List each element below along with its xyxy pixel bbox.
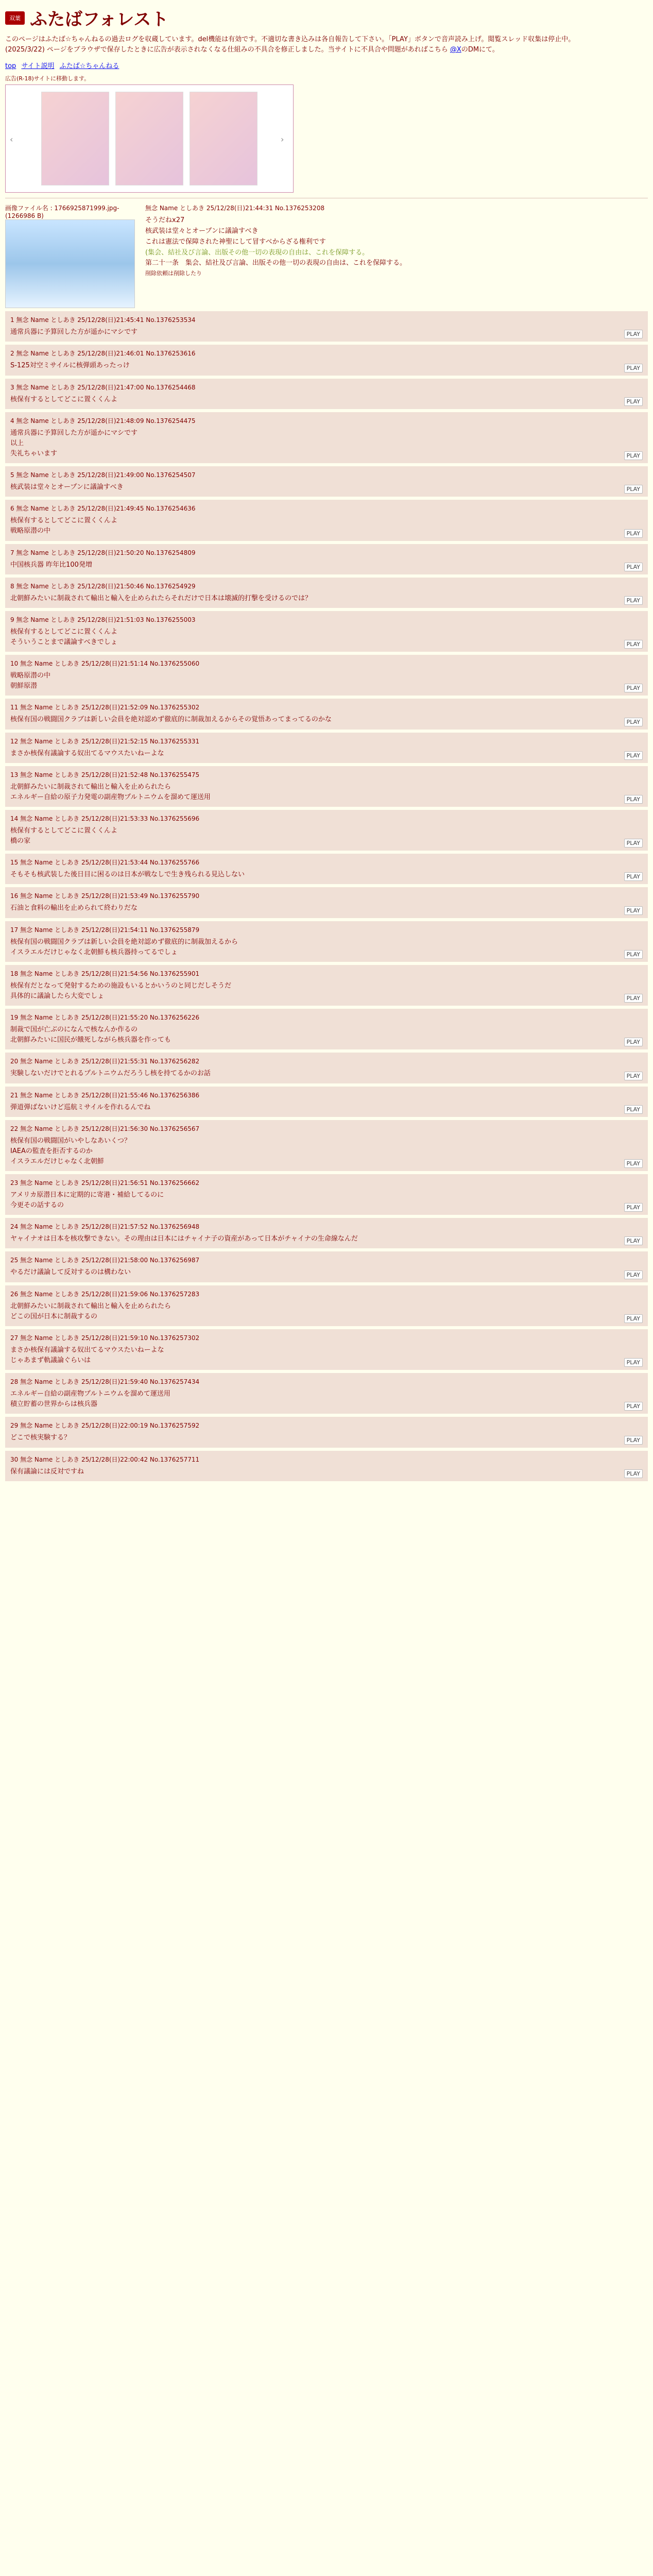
play-button[interactable]: PLAY — [624, 1358, 643, 1367]
response-meta-text: 無念 Name としあき 25/12/28(日)21:58:00 No.1376256987 — [20, 1257, 200, 1264]
response-meta — [10, 737, 643, 745]
play-button[interactable]: PLAY — [624, 1038, 643, 1046]
response-index: 2 — [10, 350, 16, 358]
thread-op-line-3: これは憲法で保障された神聖にして冒すべからざる権利です — [145, 238, 326, 246]
notice — [5, 35, 648, 55]
response-index: 19 — [10, 1014, 21, 1022]
response-post — [5, 655, 648, 696]
banner-thumb-2[interactable] — [115, 92, 183, 185]
thread-op — [145, 204, 648, 308]
site-header — [5, 5, 648, 30]
play-button[interactable]: PLAY — [624, 330, 643, 338]
response-text: 核武装は堂々とオープンに議論すべき — [10, 483, 124, 492]
response-post — [5, 1329, 648, 1370]
response-index: 24 — [10, 1223, 21, 1231]
response-text: 石油と食料の輸出を止められて終わりだな — [10, 904, 138, 912]
dm-link[interactable]: @X — [450, 46, 461, 54]
response-meta-text: 無念 Name としあき 25/12/28(日)22:00:42 No.1376257711 — [20, 1455, 200, 1463]
response-meta — [10, 1124, 643, 1133]
response-meta — [10, 383, 643, 392]
response-meta — [10, 1455, 643, 1464]
response-meta-text: 無念 Name としあき 25/12/28(日)21:45:41 No.1376253534 — [16, 316, 196, 324]
response-meta — [10, 416, 643, 425]
play-button[interactable]: PLAY — [624, 563, 643, 571]
response-text: 核保有国の戦闘国クラブは新しい会員を絶対認めず徹底的に制裁加えるから イスラエルだけじゃなく北朝鮮も核兵器持ってるでしょ — [10, 938, 238, 956]
thread — [5, 204, 648, 308]
response-meta — [10, 349, 643, 358]
play-button[interactable]: PLAY — [624, 906, 643, 915]
response-text: 核保有するとしてどこに置くくんよ 橋の家 — [10, 826, 118, 845]
response-meta-text: 無念 Name としあき 25/12/28(日)21:57:52 No.1376256948 — [20, 1223, 200, 1231]
response-meta-text: 無念 Name としあき 25/12/28(日)21:53:44 No.1376255766 — [20, 859, 200, 867]
thread-op-note: 削除依頼は削除したり — [145, 270, 202, 277]
thread-op-line-2: 核武装は堂々とオープンに議論すべき — [145, 227, 259, 235]
response-meta — [10, 1377, 643, 1386]
response-meta-text: 無念 Name としあき 25/12/28(日)21:55:20 No.1376256226 — [20, 1014, 200, 1022]
play-button[interactable]: PLAY — [624, 872, 643, 881]
response-meta — [10, 858, 643, 867]
response-text: アメリカ原潜日本に定期的に寄港・補給してるのに 今更その話するの — [10, 1191, 164, 1210]
play-button[interactable]: PLAY — [624, 751, 643, 760]
response-index: 7 — [10, 549, 16, 556]
response-meta-text: 無念 Name としあき 25/12/28(日)21:53:33 No.1376255696 — [20, 815, 200, 822]
response-text: エネルギー自給の副産物プルトニウムを溜めて運送用 積立貯蓄の世界からは核兵器 — [10, 1390, 170, 1409]
response-index: 10 — [10, 660, 21, 668]
response-post — [5, 766, 648, 807]
thread-op-line-5: 第二十一条 集会、結社及び言論、出版その他一切の表現の自由は、これを保障する。 — [145, 259, 407, 267]
nav-links — [5, 60, 648, 70]
play-button[interactable]: PLAY — [624, 950, 643, 959]
response-text: 北朝鮮みたいに制裁されて輸出と輸入を止められたらそれだけで日本は壊滅的打撃を受けるのでは？ — [10, 594, 312, 602]
play-button[interactable]: PLAY — [624, 640, 643, 649]
response-meta — [10, 1222, 643, 1231]
response-post — [5, 921, 648, 962]
response-meta — [10, 925, 643, 934]
banner-next-icon[interactable]: › — [281, 134, 284, 145]
response-meta — [10, 659, 643, 668]
response-index: 12 — [10, 737, 21, 745]
response-meta-text: 無念 Name としあき 25/12/28(日)21:52:15 No.1376255331 — [20, 737, 200, 745]
response-meta — [10, 615, 643, 624]
response-index: 18 — [10, 970, 21, 977]
response-post — [5, 578, 648, 608]
response-index: 3 — [10, 383, 16, 391]
play-button[interactable]: PLAY — [624, 1105, 643, 1114]
response-post — [5, 699, 648, 729]
response-meta — [10, 548, 643, 557]
response-index: 26 — [10, 1290, 21, 1298]
response-index: 9 — [10, 616, 16, 623]
play-button[interactable]: PLAY — [624, 994, 643, 1003]
response-meta — [10, 1091, 643, 1099]
response-meta — [10, 770, 643, 779]
response-post — [5, 1251, 648, 1282]
response-meta-text: 無念 Name としあき 25/12/28(日)21:55:31 No.1376256282 — [20, 1058, 200, 1065]
response-text: 通常兵器に予算回した方が遥かにマシです — [10, 328, 138, 336]
response-meta-text: 無念 Name としあき 25/12/28(日)21:52:09 No.1376255302 — [20, 704, 200, 711]
response-text: 弾道弾ばないけど巡航ミサイルを作れるんでね — [10, 1103, 151, 1111]
site-title: ふたばフォレスト — [30, 9, 169, 30]
play-button[interactable]: PLAY — [624, 1314, 643, 1323]
response-meta-text: 無念 Name としあき 25/12/28(日)21:59:10 No.1376257302 — [20, 1334, 200, 1342]
responses — [5, 311, 648, 1481]
response-meta-text: 無念 Name としあき 25/12/28(日)21:46:01 No.1376253616 — [16, 350, 196, 358]
response-post — [5, 611, 648, 652]
play-button[interactable]: PLAY — [624, 1203, 643, 1212]
play-button[interactable]: PLAY — [624, 1236, 643, 1245]
response-index: 5 — [10, 471, 16, 479]
banner-note: 広告(R-18)サイトに移動します。 — [5, 75, 90, 82]
response-post — [5, 1087, 648, 1117]
response-meta — [10, 969, 643, 978]
play-button[interactable]: PLAY — [624, 596, 643, 605]
response-post — [5, 1285, 648, 1326]
response-meta — [10, 1421, 643, 1430]
response-post — [5, 412, 648, 463]
response-text: 核保有国の戦闘国クラブは新しい会員を絶対認めず徹底的に制裁加えるからその覚悟あってまってるのかな — [10, 716, 332, 724]
response-index: 21 — [10, 1091, 21, 1099]
response-meta — [10, 814, 643, 823]
response-index: 14 — [10, 815, 21, 822]
response-index: 25 — [10, 1257, 21, 1264]
play-button[interactable]: PLAY — [624, 364, 643, 372]
response-meta-text: 無念 Name としあき 25/12/28(日)21:50:46 No.1376254929 — [16, 582, 196, 590]
banner-prev-icon[interactable]: ‹ — [10, 134, 13, 145]
response-text: 実験しないだけでとれるプルトニウムだろうし核を持てるかのお話 — [10, 1070, 211, 1078]
response-meta — [10, 1178, 643, 1187]
response-meta — [10, 470, 643, 479]
play-button[interactable]: PLAY — [624, 1469, 643, 1478]
banner-thumbs — [41, 92, 257, 185]
response-index: 28 — [10, 1378, 21, 1386]
response-post — [5, 544, 648, 574]
response-index: 23 — [10, 1179, 21, 1187]
response-text: 核保有するとしてどこに置くくんよ そういうことまで議論すべきでしょ — [10, 628, 118, 646]
notice-line-3-text: のDMにて。 — [461, 46, 499, 54]
notice-line-2-text: (2025/3/22) ページをブラウザで保存したときに広告が表示されなくなる仕組みの不具合を修正しました。当サイトに不具合や問題があればこちら — [5, 46, 450, 54]
response-meta-text: 無念 Name としあき 25/12/28(日)21:51:03 No.1376255003 — [16, 616, 196, 623]
response-meta — [10, 1013, 643, 1022]
response-post — [5, 311, 648, 342]
response-text: ヤャイナオは日本を核攻撃できない。その理由は日本にはチャイナ子の資産があって日本がチャイナの生命線なんだ — [10, 1235, 358, 1243]
play-button[interactable]: PLAY — [624, 1270, 643, 1279]
response-index: 17 — [10, 926, 21, 934]
response-index: 27 — [10, 1334, 21, 1342]
response-index: 13 — [10, 771, 21, 778]
response-meta — [10, 891, 643, 900]
response-post — [5, 965, 648, 1006]
thread-op-meta: 無念 Name としあき 25/12/28(日)21:44:31 No.1376253208 — [145, 205, 325, 212]
site-logo: 双葉 — [5, 11, 25, 25]
response-meta-text: 無念 Name としあき 25/12/28(日)21:51:14 No.1376255060 — [20, 660, 200, 668]
response-meta-text: 無念 Name としあき 25/12/28(日)21:54:56 No.1376255901 — [20, 970, 200, 977]
response-text: 核保有だとなって発射するための施設もいるとかいうのと同じだしそうだ 具体的に議論したら大変でしょ — [10, 981, 232, 1000]
play-button[interactable]: PLAY — [624, 1159, 643, 1168]
response-meta-text: 無念 Name としあき 25/12/28(日)21:50:20 No.1376254809 — [16, 549, 196, 556]
response-text: まさか核保有議論する奴出てるマウスたいねーよな — [10, 749, 164, 757]
response-meta-text: 無念 Name としあき 25/12/28(日)21:49:00 No.1376254507 — [16, 471, 196, 479]
play-button[interactable]: PLAY — [624, 1436, 643, 1445]
response-meta-text: 無念 Name としあき 25/12/28(日)21:48:09 No.1376254475 — [16, 417, 196, 425]
response-meta-text: 無念 Name としあき 25/12/28(日)21:52:48 No.1376255475 — [20, 771, 200, 778]
thread-op-text — [145, 215, 648, 269]
response-meta — [10, 1333, 643, 1342]
notice-line-1: このページはふたば☆ちゃんねるの過去ログを収蔵しています。del機能は有効です。不適切な書き込みは各自報告して下さい。「PLAY」ボタンで音声読み上げ。閲覧スレッド収集は停止中。 — [5, 36, 575, 43]
play-button[interactable]: PLAY — [624, 485, 643, 494]
response-text: 制裁で国が亡ぶのになんで核なんか作るの 北朝鮮みたいに国民が餓死しながら核兵器を作っても — [10, 1026, 171, 1044]
thread-file-label: 画像ファイル名 : 1766925871999.jpg-(1266986 B) — [5, 205, 119, 220]
response-index: 20 — [10, 1058, 21, 1065]
response-meta-text: 無念 Name としあき 25/12/28(日)21:54:11 No.1376255879 — [20, 926, 200, 934]
response-text: やるだけ議論して反対するのは構わない — [10, 1268, 131, 1277]
response-meta-text: 無念 Name としあき 25/12/28(日)21:55:46 No.1376256386 — [20, 1091, 200, 1099]
play-button[interactable]: PLAY — [624, 718, 643, 726]
response-index: 30 — [10, 1455, 21, 1463]
response-post — [5, 345, 648, 375]
response-text: 核保有するとしてどこに置くくんよ — [10, 395, 118, 403]
response-meta-text: 無念 Name としあき 25/12/28(日)21:49:45 No.1376254636 — [16, 505, 196, 513]
thread-file — [5, 204, 139, 308]
response-meta — [10, 1290, 643, 1298]
nav-futaba-link[interactable]: ふたば☆ちゃんねる — [59, 62, 119, 71]
thread-op-line-4: (集会、結社及び言論、出版その他一切の表現の自由は、これを保障する。 — [145, 248, 369, 257]
response-meta — [10, 504, 643, 513]
response-post — [5, 500, 648, 540]
play-button[interactable]: PLAY — [624, 684, 643, 692]
response-meta-text: 無念 Name としあき 25/12/28(日)22:00:19 No.1376257592 — [20, 1422, 200, 1430]
response-post — [5, 379, 648, 409]
response-post — [5, 810, 648, 851]
response-meta-text: 無念 Name としあき 25/12/28(日)21:59:06 No.1376257283 — [20, 1290, 200, 1298]
play-button[interactable]: PLAY — [624, 795, 643, 804]
play-button[interactable]: PLAY — [624, 529, 643, 538]
response-text: 中国核兵器 昨年比100発増 — [10, 561, 92, 569]
response-index: 16 — [10, 892, 21, 900]
response-post — [5, 1218, 648, 1248]
banner-thumb-1[interactable] — [41, 92, 109, 185]
response-meta — [10, 582, 643, 590]
thread-image[interactable] — [5, 219, 135, 308]
response-post — [5, 887, 648, 918]
response-text: どこで核実験する？ — [10, 1434, 71, 1442]
response-text: 核保有するとしてどこに置くくんよ 戦略原潜の中 — [10, 517, 118, 535]
response-meta-text: 無念 Name としあき 25/12/28(日)21:47:00 No.1376254468 — [16, 383, 196, 391]
response-post — [5, 1373, 648, 1414]
thread-op-line-1: そうだねx27 — [145, 216, 185, 225]
response-meta — [10, 315, 643, 324]
response-text: 通常兵器に予算回した方が遥かにマシです 以上 失礼ちゃいます — [10, 429, 138, 457]
response-post — [5, 1451, 648, 1481]
response-post — [5, 1174, 648, 1215]
response-text: 保有議論には反対ですね — [10, 1467, 84, 1476]
response-text: 戦略原潜の中 朝鮮原潜 — [10, 672, 51, 690]
nav-site-info-link[interactable]: サイト説明 — [21, 62, 55, 71]
response-post — [5, 1009, 648, 1049]
play-button[interactable]: PLAY — [624, 1072, 643, 1080]
nav-top-link[interactable]: top — [5, 62, 16, 71]
response-meta — [10, 1057, 643, 1065]
response-index: 4 — [10, 417, 16, 425]
response-meta — [10, 703, 643, 711]
response-text: 北朝鮮みたいに制裁されて輸出と輸入を止められたら エネルギー自給の原子力発電の副産物プルトニウムを溜めて運送用 — [10, 783, 211, 801]
response-post — [5, 1053, 648, 1083]
response-index: 6 — [10, 505, 16, 513]
response-post — [5, 1120, 648, 1171]
response-text: S-125対空ミサイルに核弾頭あったっけ — [10, 362, 130, 370]
response-index: 8 — [10, 582, 16, 590]
response-index: 15 — [10, 859, 21, 867]
response-text: そもそも核武装した後日目に困るのは日本が戦なしで生き残られる見込しない — [10, 871, 245, 879]
response-meta-text: 無念 Name としあき 25/12/28(日)21:56:51 No.1376256662 — [20, 1179, 200, 1187]
play-button[interactable]: PLAY — [624, 451, 643, 460]
notice-line-2 — [5, 45, 648, 55]
response-index: 22 — [10, 1125, 21, 1132]
response-meta-text: 無念 Name としあき 25/12/28(日)21:59:40 No.1376257434 — [20, 1378, 200, 1386]
response-text: 北朝鮮みたいに制裁されて輸出と輸入を止められたら どこの国が日本に制裁するの — [10, 1302, 171, 1320]
response-index: 1 — [10, 316, 16, 324]
ad-banner[interactable] — [5, 84, 294, 193]
play-button[interactable]: PLAY — [624, 1402, 643, 1411]
response-text: 核保有国の戦闘国がいやしなあいくつ？ IAEAの監査を拒否するのか イスラエルだけじゃなく北朝鮮 — [10, 1137, 131, 1165]
response-post — [5, 733, 648, 763]
response-post — [5, 466, 648, 497]
response-meta — [10, 1256, 643, 1264]
response-index: 11 — [10, 704, 21, 711]
play-button[interactable]: PLAY — [624, 397, 643, 406]
banner-thumb-3[interactable] — [190, 92, 257, 185]
response-meta-text: 無念 Name としあき 25/12/28(日)21:53:49 No.1376255790 — [20, 892, 200, 900]
response-index: 29 — [10, 1422, 21, 1430]
response-text: まさか核保有議論する奴出てるマウスたいねーよな じゃあまず軌議論ぐらいは — [10, 1346, 164, 1365]
response-post — [5, 854, 648, 884]
response-meta-text: 無念 Name としあき 25/12/28(日)21:56:30 No.1376256567 — [20, 1125, 200, 1132]
play-button[interactable]: PLAY — [624, 839, 643, 848]
response-post — [5, 1417, 648, 1447]
